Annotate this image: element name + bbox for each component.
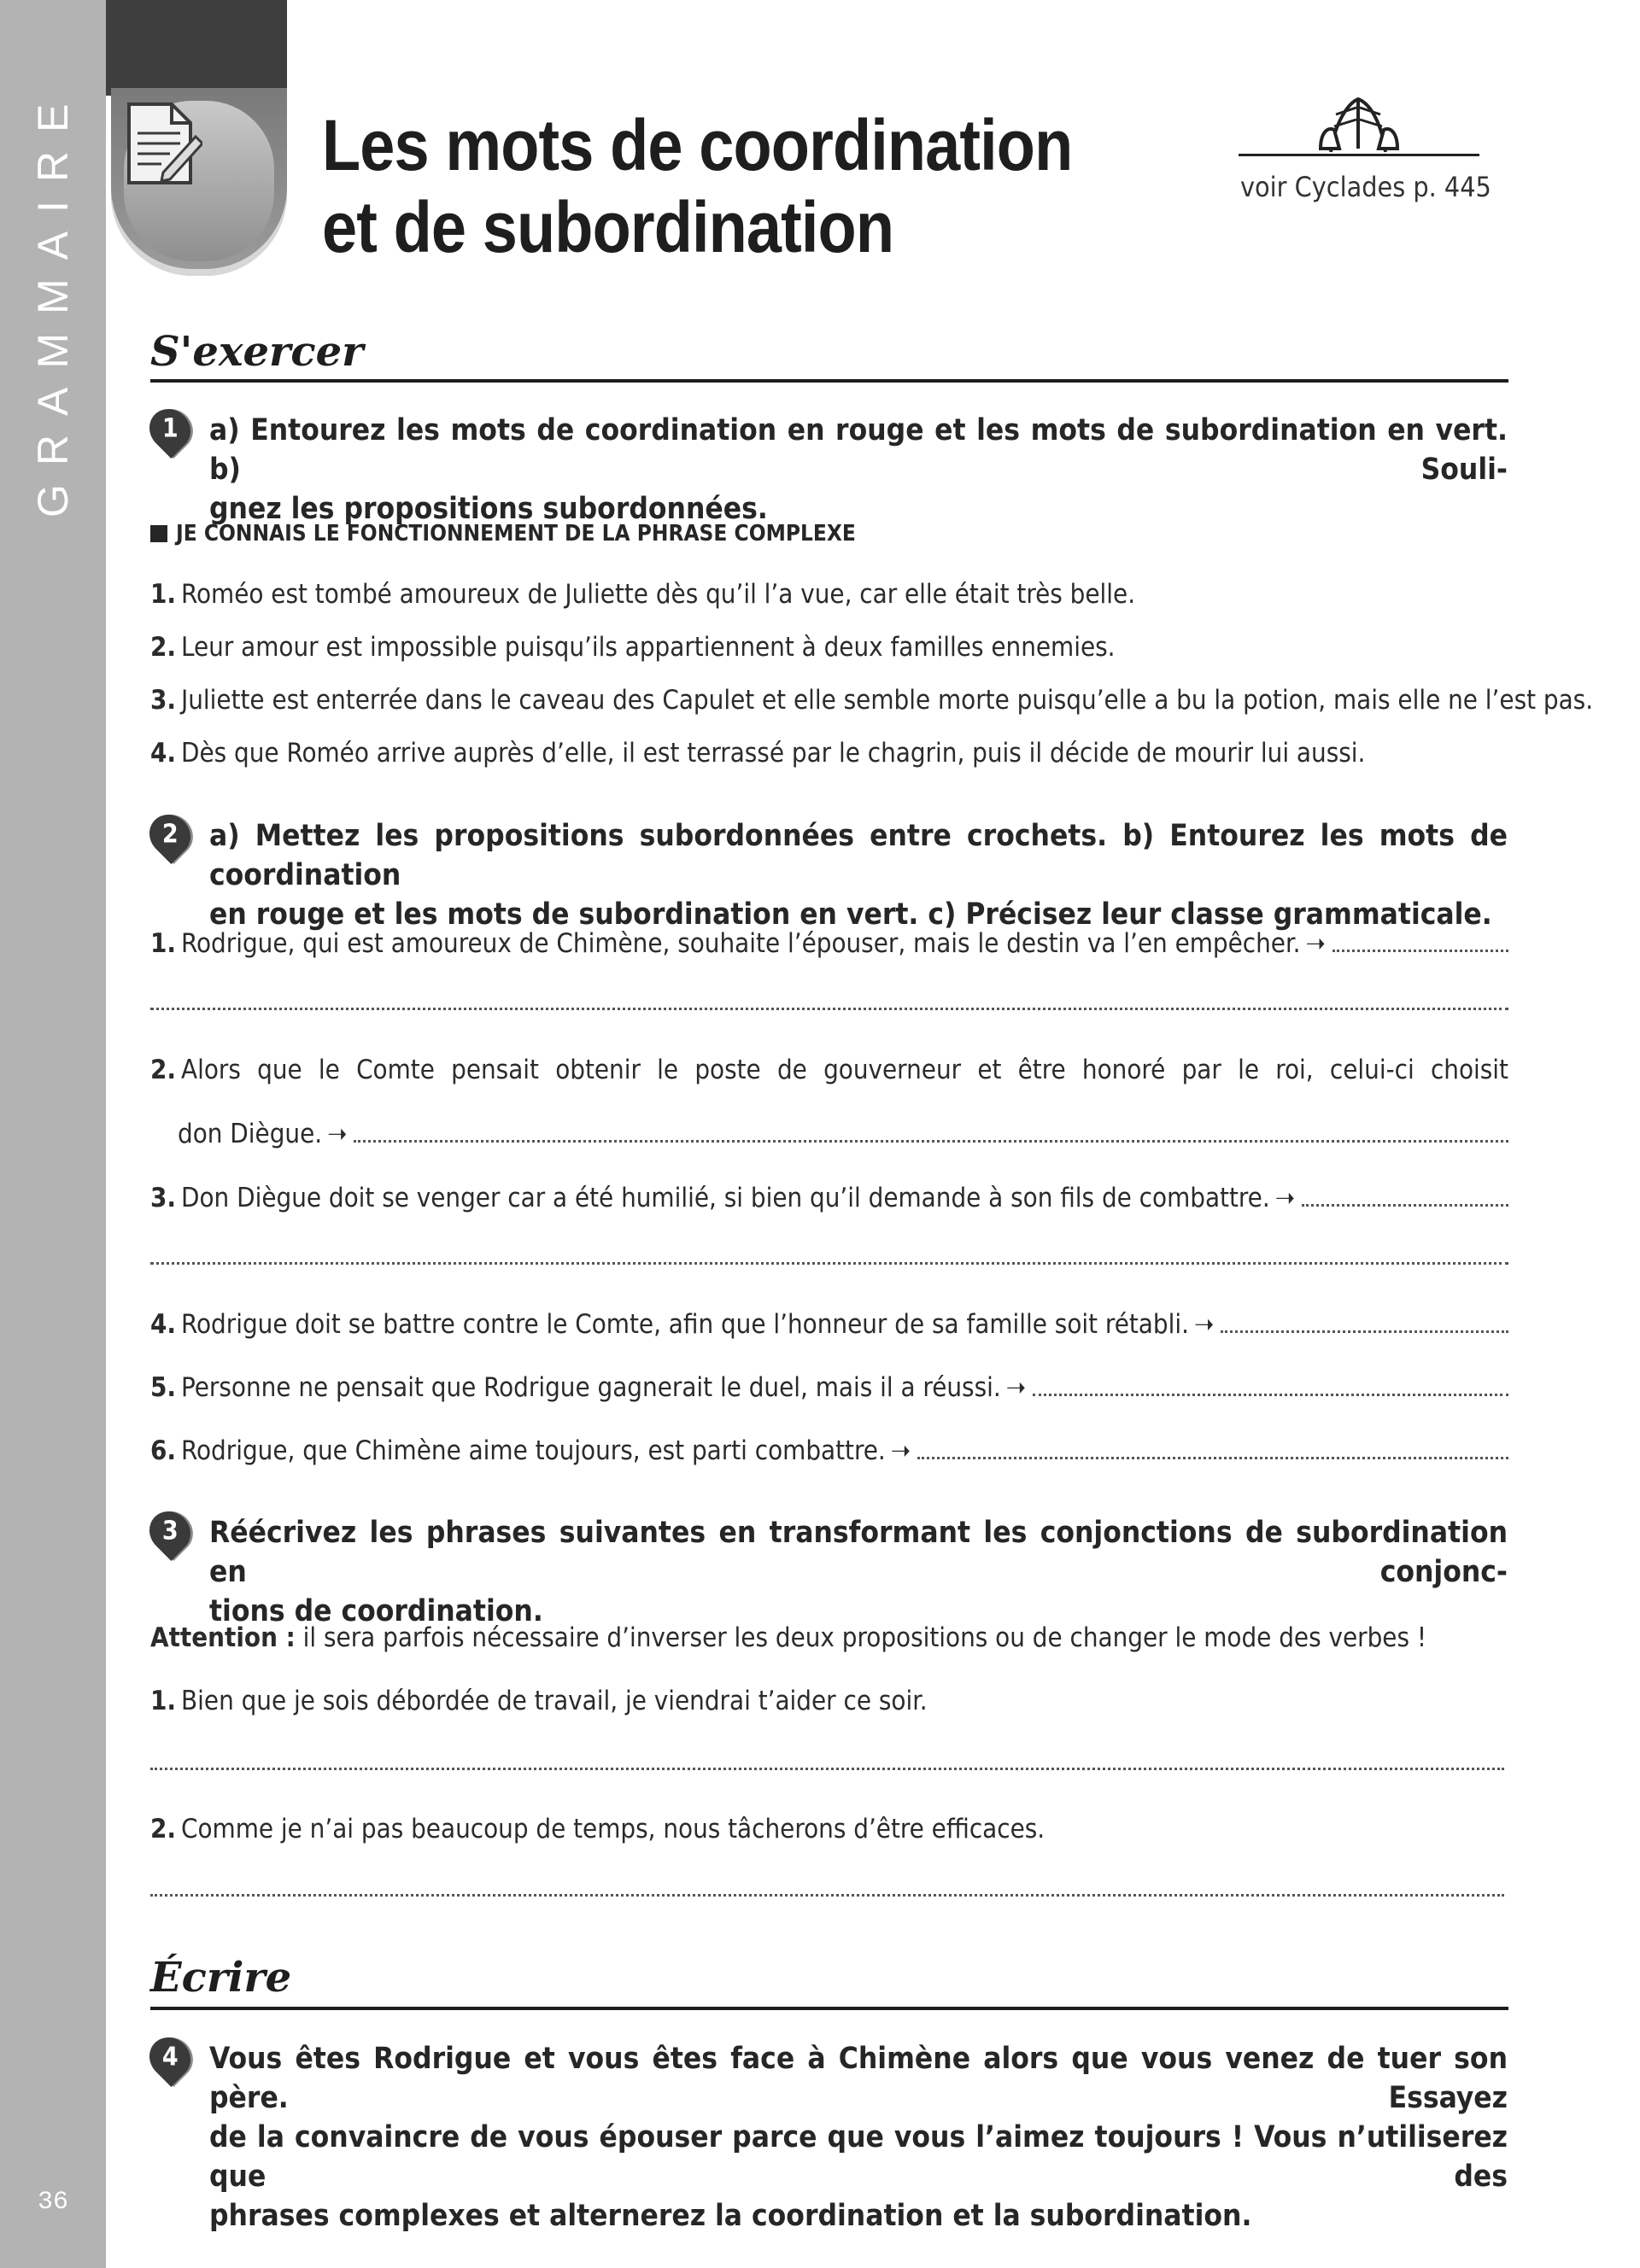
title-line-1: Les mots de coordination <box>322 105 1073 185</box>
answer-line[interactable] <box>150 1768 1504 1770</box>
crossref-text: voir Cyclades p. 445 <box>1240 171 1491 203</box>
ex2-item-2: 2. Alors que le Comte pensait obtenir le poste de gouverneur et être honoré par le roi, celui-ci choisit <box>150 1055 1508 1085</box>
square-bullet-icon <box>150 525 167 542</box>
attention-note: Attention : il sera parfois nécessaire d’inverser les deux propositions ou de changer le mode des verbes ! <box>150 1622 1427 1653</box>
answer-line[interactable] <box>150 1262 1508 1265</box>
header-dark-block <box>106 0 287 96</box>
exercise-3-instruction: Réécrivez les phrases suivantes en transformant les conjonctions de subordination en conjonc- tions de coordination. <box>209 1516 1508 1628</box>
section-heading-ecrire: Écrire <box>150 1954 292 2002</box>
ex3-item-2: 2. Comme je n’ai pas beaucoup de temps, nous tâcherons d’être efficaces. <box>150 1814 1046 1844</box>
exercise-number-badge: 3 <box>141 1503 199 1561</box>
reading-book-icon <box>1239 92 1479 154</box>
section-rule <box>150 2007 1508 2010</box>
answer-line[interactable] <box>150 1894 1504 1897</box>
answer-line[interactable] <box>354 1128 1508 1143</box>
arrow-icon: ➝ <box>1005 1372 1027 1403</box>
answer-line[interactable] <box>917 1445 1508 1459</box>
document-pen-icon <box>124 101 274 261</box>
arrow-icon: ➝ <box>1305 928 1326 959</box>
exercise-1-subhead: JE CONNAIS LE FONCTIONNEMENT DE LA PHRASE COMPLEXE <box>150 521 856 547</box>
exercise-1-instruction: a) Entourez les mots de coordination en rouge et les mots de subordination en vert. b) Souli- gnez les propositions subordonnées. <box>209 413 1508 526</box>
answer-line[interactable] <box>1221 1318 1508 1333</box>
arrow-icon: ➝ <box>327 1119 348 1149</box>
ex1-item-4: 4. Dès que Roméo arrive auprès d’elle, il est terrassé par le chagrin, puis il décide de mourir lui aussi. <box>150 738 1366 769</box>
ex3-item-1: 1. Bien que je sois débordée de travail, je viendrai t’aider ce soir. <box>150 1686 928 1716</box>
arrow-icon: ➝ <box>1274 1183 1296 1213</box>
ex2-item-2-continued: don Diègue. ➝ <box>178 1117 1508 1151</box>
sidebar: GRAMMAIRE 36 <box>0 0 106 2268</box>
exercise-2-instruction: a) Mettez les propositions subordonnées entre crochets. b) Entourez les mots de coordination en rouge et les mots de subordination en vert. c) Précisez leur classe grammaticale. <box>209 819 1508 932</box>
answer-line[interactable] <box>1033 1382 1508 1396</box>
ex2-item-3: 3. Don Diègue doit se venger car a été humilié, si bien qu’il demande à son fils de combattre. ➝ <box>150 1181 1508 1215</box>
section-rule <box>150 379 1508 383</box>
ex1-item-1: 1. Roméo est tombé amoureux de Juliette dès qu’il l’a vue, car elle était très belle. <box>150 579 1136 610</box>
exercise-4-instruction: Vous êtes Rodrigue et vous êtes face à Chimène alors que vous venez de tuer son père. Essayez de la convaincre de vous épouser parce que vous l’aimez toujours ! Vous n’utiliserez que des phrases complexes et alternerez la coordination et la subordination. <box>209 2042 1508 2233</box>
exercise-number-badge: 1 <box>141 400 199 459</box>
ex2-item-5: 5. Personne ne pensait que Rodrigue gagnerait le duel, mais il a réussi. ➝ <box>150 1371 1508 1405</box>
page-title <box>322 104 1072 268</box>
section-heading-exercer: S'exercer <box>150 328 364 376</box>
page-number: 36 <box>37 2188 69 2217</box>
ex2-item-1: 1. Rodrigue, qui est amoureux de Chimène, souhaite l’épouser, mais le destin va l’en empêcher. ➝ <box>150 926 1508 961</box>
arrow-icon: ➝ <box>1193 1309 1215 1340</box>
ex2-item-6: 6. Rodrigue, que Chimène aime toujours, est parti combattre. ➝ <box>150 1434 1508 1468</box>
answer-line[interactable] <box>150 1008 1508 1010</box>
exercise-number-badge: 2 <box>141 806 199 864</box>
crossref-rule <box>1239 154 1479 156</box>
title-line-2: et de subordination <box>322 187 894 267</box>
arrow-icon: ➝ <box>890 1435 911 1466</box>
ex1-item-2: 2. Leur amour est impossible puisqu’ils appartiennent à deux familles ennemies. <box>150 632 1116 663</box>
answer-line[interactable] <box>1302 1192 1508 1207</box>
exercise-number-badge: 4 <box>141 2029 199 2087</box>
ex1-item-3: 3. Juliette est enterrée dans le caveau des Capulet et elle semble morte puisqu’elle a bu la potion, mais elle ne l’est pas. <box>150 685 1594 716</box>
ex2-item-4: 4. Rodrigue doit se battre contre le Comte, afin que l’honneur de sa famille soit rétabli. ➝ <box>150 1307 1508 1342</box>
answer-line[interactable] <box>1332 938 1508 952</box>
